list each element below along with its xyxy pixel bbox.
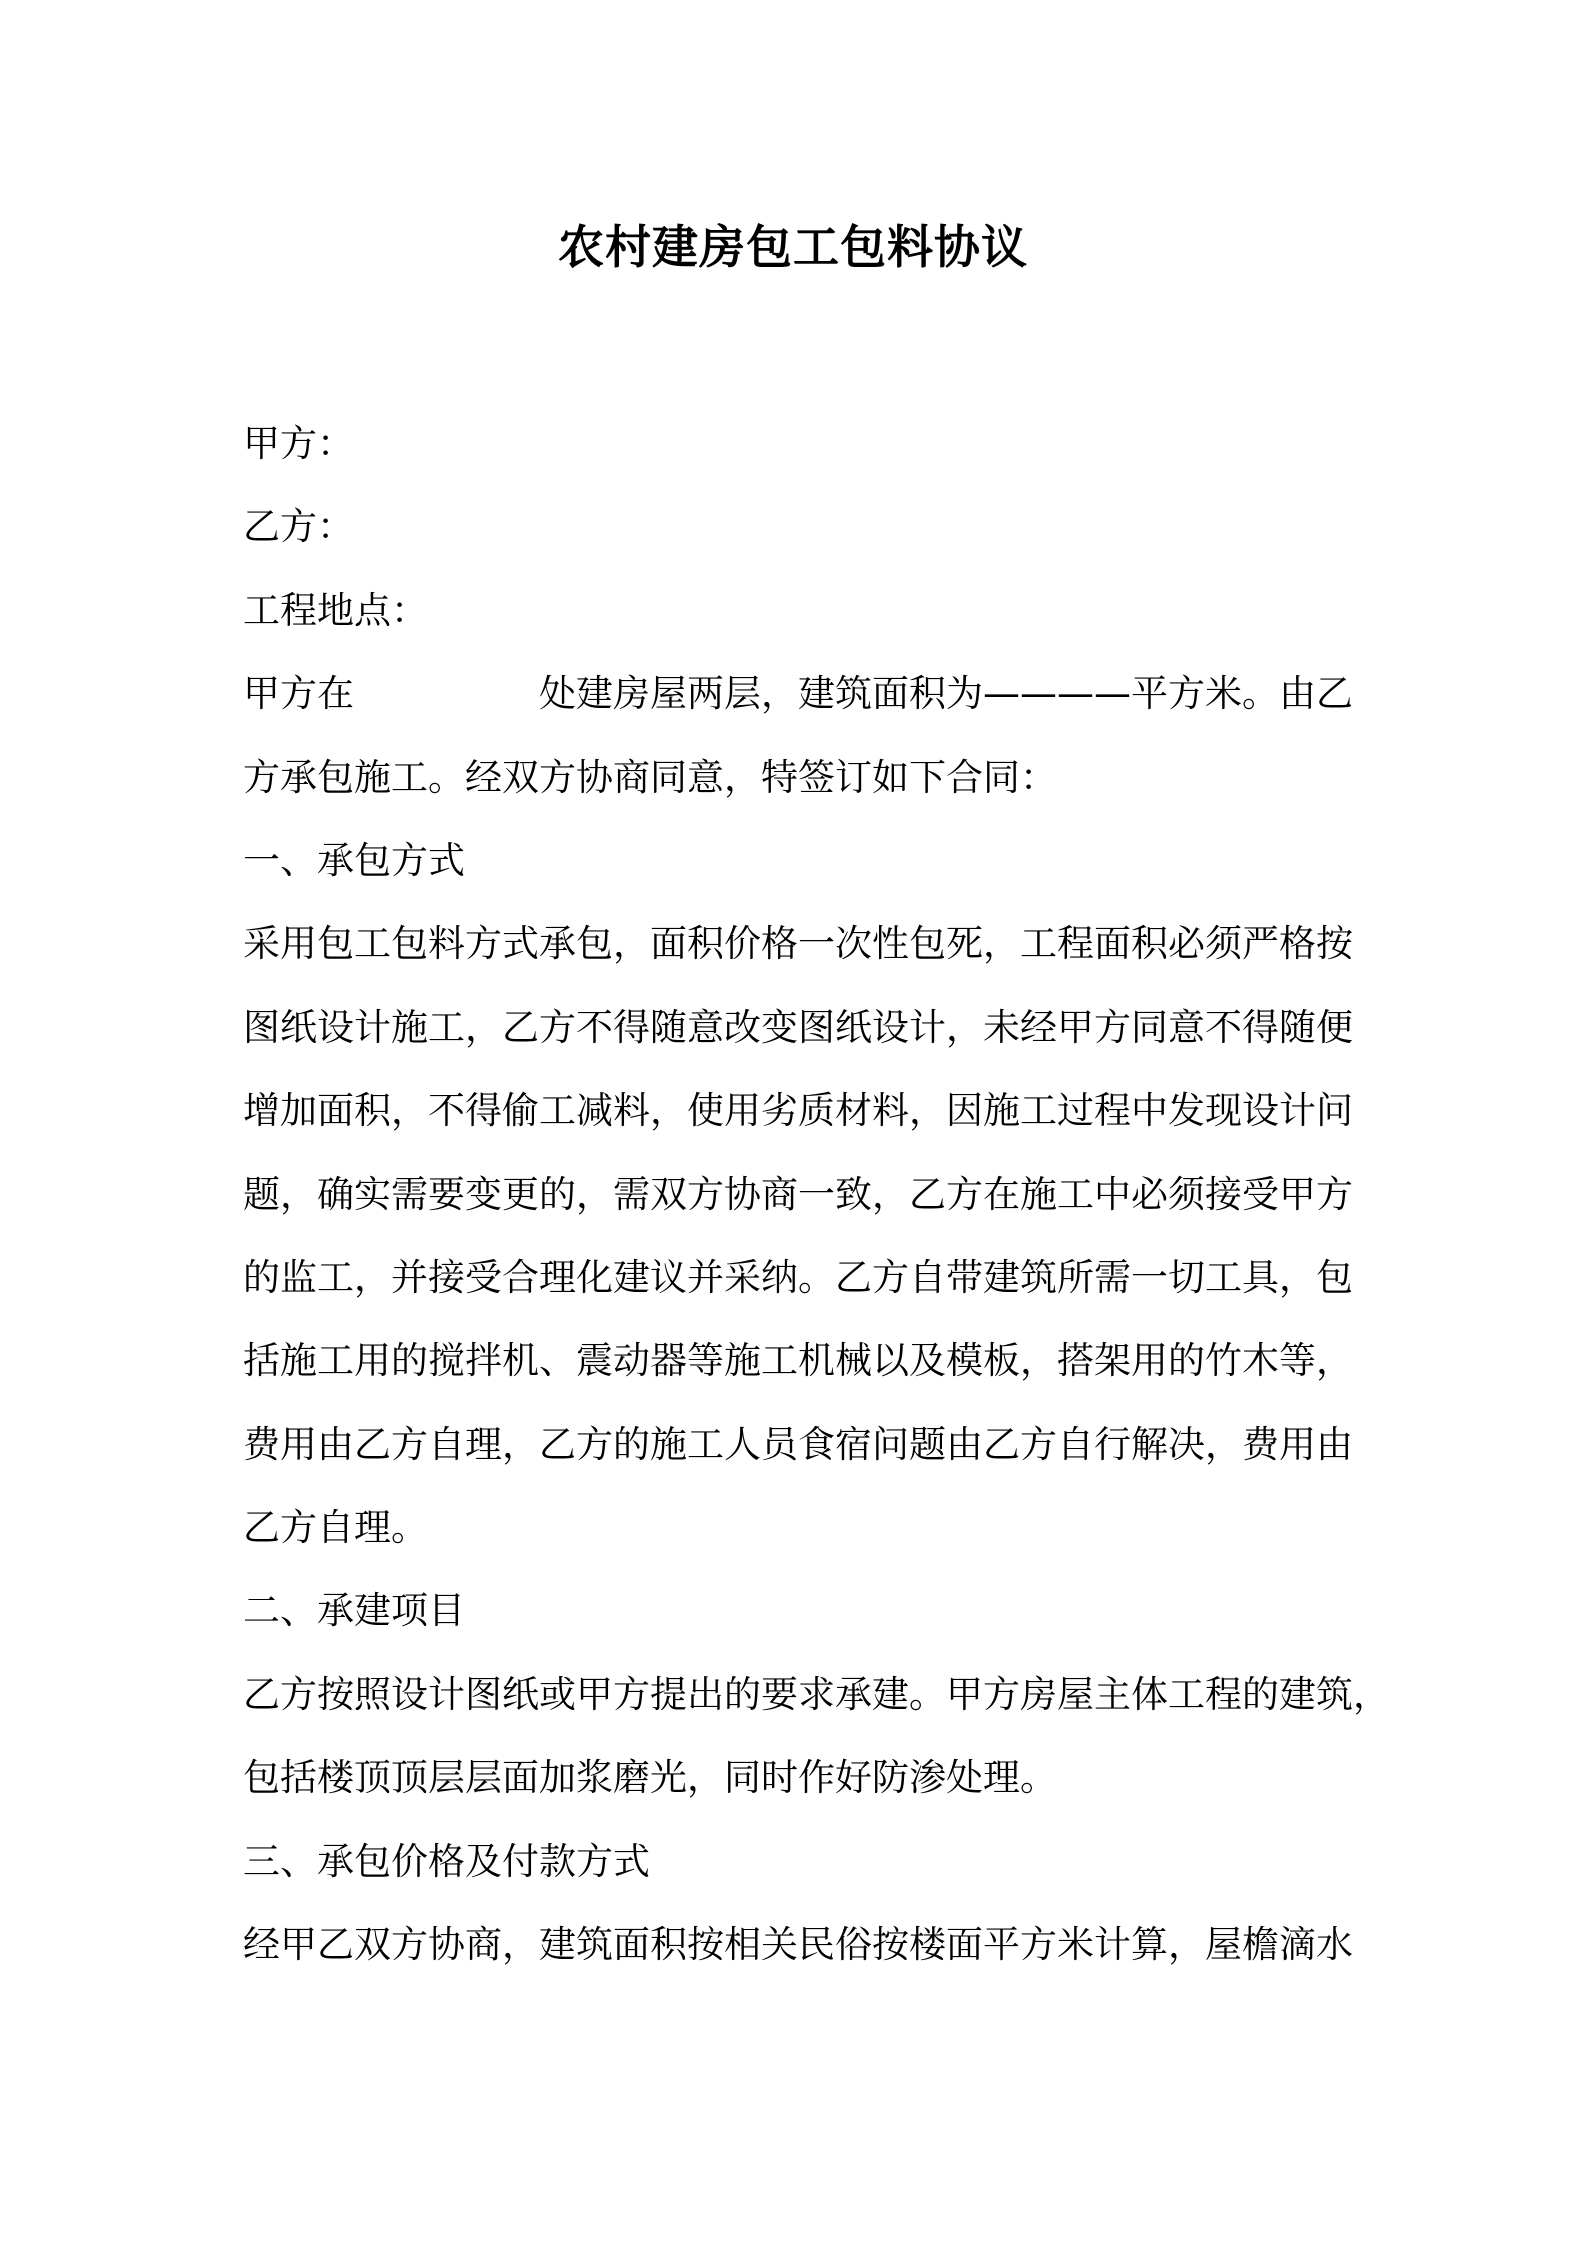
party-b-label: 乙方： bbox=[243, 505, 354, 549]
section-1-line: 的监工，并接受合理化建议并采纳。乙方自带建筑所需一切工具，包 bbox=[243, 1255, 1353, 1299]
section-2-line: 乙方按照设计图纸或甲方提出的要求承建。甲方房屋主体工程的建筑， bbox=[243, 1672, 1390, 1716]
section-1-line: 图纸设计施工，乙方不得随意改变图纸设计，未经甲方同意不得随便 bbox=[243, 1005, 1353, 1049]
section-1-line: 题，确实需要变更的，需双方协商一致，乙方在施工中必须接受甲方 bbox=[243, 1172, 1353, 1216]
party-a-label: 甲方： bbox=[243, 422, 354, 465]
section-2-line: 包括楼顶顶层层面加浆磨光，同时作好防渗处理。 bbox=[243, 1756, 1057, 1800]
section-1-line: 采用包工包料方式承包，面积价格一次性包死，工程面积必须严格按 bbox=[243, 922, 1353, 966]
section-1-line: 括施工用的搅拌机、震动器等施工机械以及模板，搭架用的竹木等， bbox=[243, 1339, 1353, 1383]
section-1-line: 乙方自理。 bbox=[243, 1506, 428, 1550]
section-1-heading: 一、承包方式 bbox=[243, 838, 465, 882]
section-3-line: 经甲乙双方协商，建筑面积按相关民俗按楼面平方米计算，屋檐滴水 bbox=[243, 1923, 1353, 1967]
site-label: 工程地点： bbox=[243, 588, 428, 632]
section-1-line: 费用由乙方自理，乙方的施工人员食宿问题由乙方自行解决，费用由 bbox=[243, 1422, 1353, 1466]
section-3-heading: 三、承包价格及付款方式 bbox=[243, 1839, 650, 1883]
intro-line-1 bbox=[243, 652, 1353, 735]
document-title: 农村建房包工包料协议 bbox=[558, 220, 1028, 274]
document-body bbox=[243, 402, 1390, 1986]
intro-line-1-start: 甲方在 bbox=[243, 672, 354, 716]
intro-line-2: 方承包施工。经双方协商同意，特签订如下合同： bbox=[243, 755, 1057, 799]
intro-line-1-end: 处建房屋两层，建筑面积为————平方米。由乙 bbox=[539, 672, 1353, 716]
section-2-heading: 二、承建项目 bbox=[243, 1589, 465, 1633]
section-1-line: 增加面积，不得偷工减料，使用劣质材料，因施工过程中发现设计问 bbox=[243, 1089, 1353, 1133]
